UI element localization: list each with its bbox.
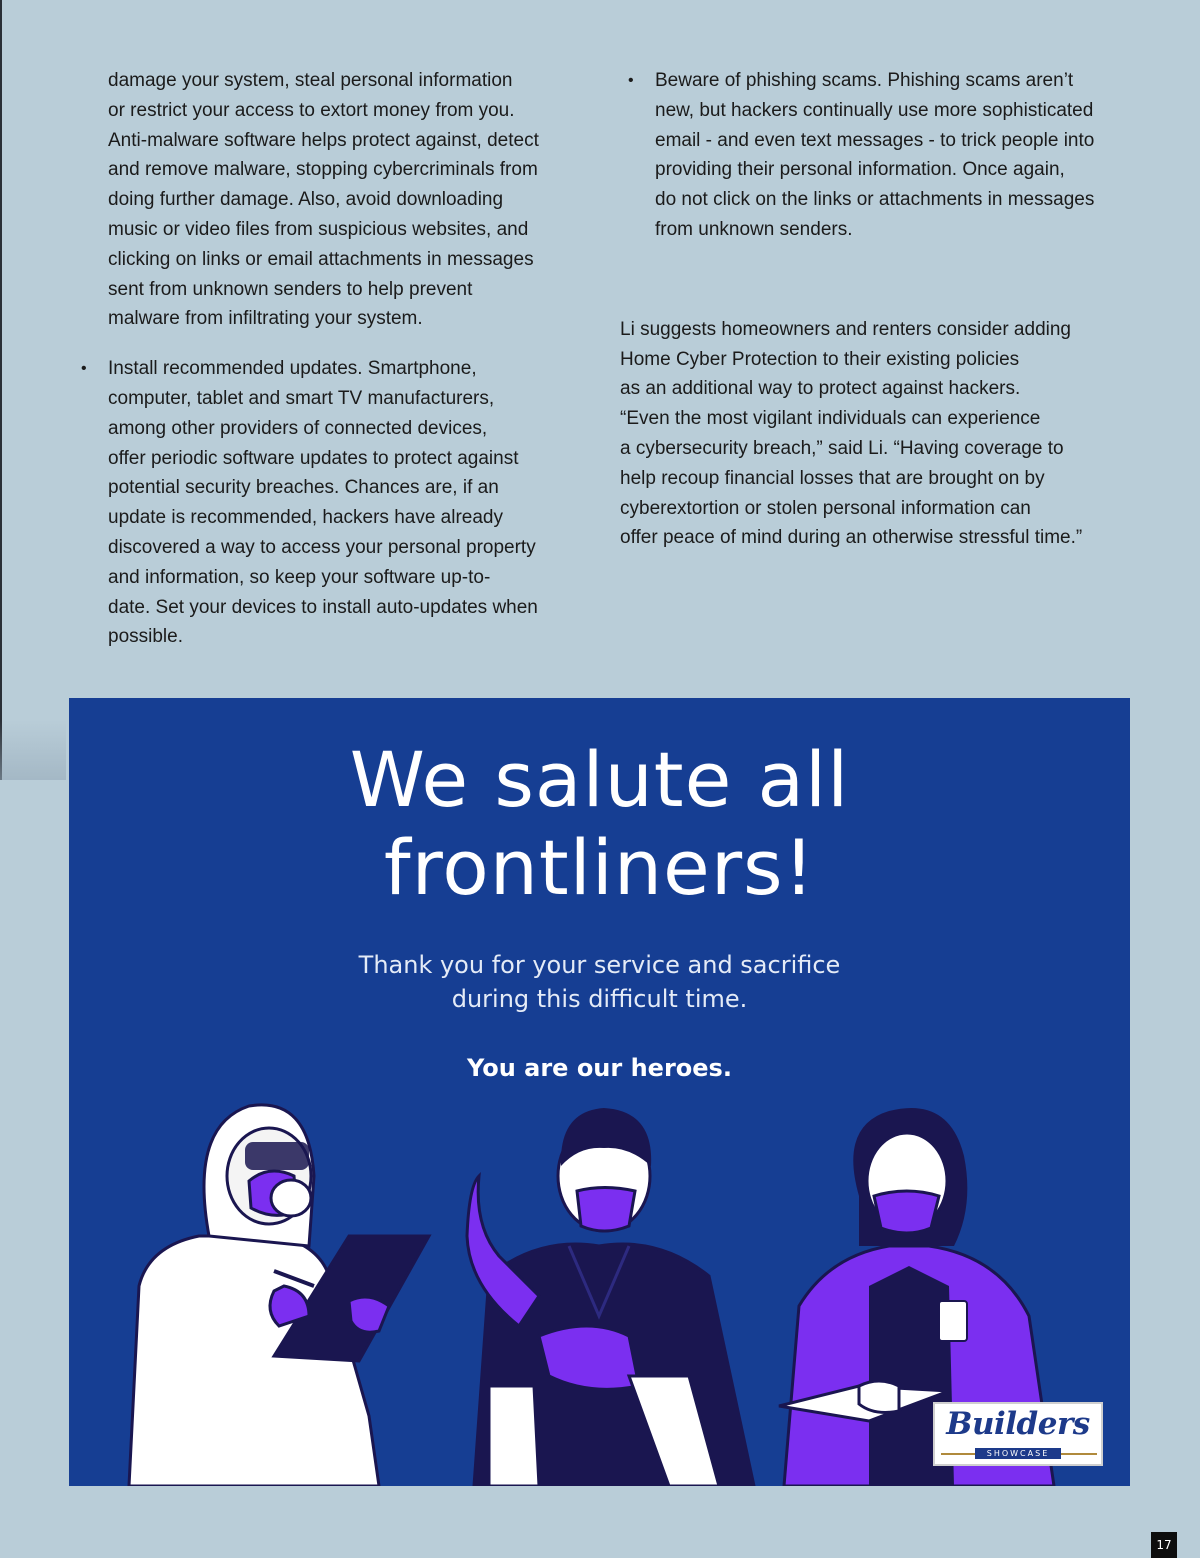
text-line: sent from unknown senders to help prevent: [108, 278, 473, 300]
text-line: providing their personal information. Once again,: [655, 159, 1065, 181]
text-line: possible.: [108, 626, 183, 648]
ad-subtitle-line: Thank you for your service and sacrifice: [358, 951, 841, 979]
text-line: offer periodic software updates to protect against: [108, 447, 519, 469]
text-line: do not click on the links or attachments in messages: [655, 189, 1095, 211]
text-line: computer, tablet and smart TV manufacturers,: [108, 387, 495, 409]
page-edge: [0, 0, 2, 780]
left-column: [81, 66, 598, 652]
text-line: email - and even text messages - to trick people into: [655, 129, 1095, 151]
text-line: Anti-malware software helps protect against, detect: [108, 129, 539, 151]
text-line: from unknown senders.: [655, 218, 853, 240]
text-line: Home Cyber Protection to their existing policies: [620, 348, 1020, 370]
text-line: or restrict your access to extort money from you.: [108, 99, 515, 121]
text-line: help recoup financial losses that are brought on by: [620, 467, 1045, 489]
ad-title-line: frontliners!: [383, 823, 816, 912]
logo-subtitle: SHOWCASE: [975, 1448, 1061, 1459]
hazmat-worker-figure: [129, 1105, 429, 1486]
right-column: [620, 66, 1150, 553]
text-line: and information, so keep your software up-to-: [108, 566, 491, 588]
bullet-marker: •: [628, 72, 634, 89]
text-line: damage your system, steal personal information: [108, 70, 513, 91]
frontliners-ad: [69, 698, 1130, 1486]
text-line: a cybersecurity breach,” said Li. “Having coverage to: [620, 437, 1064, 459]
text-line: and remove malware, stopping cybercriminals from: [108, 159, 538, 181]
ad-heroes-line: You are our heroes.: [467, 1054, 732, 1082]
ad-subtitle: [69, 948, 1130, 1016]
text-line: among other providers of connected devices,: [108, 417, 488, 439]
bullet-marker: •: [81, 360, 87, 378]
text-line: offer peace of mind during an otherwise stressful time.”: [620, 527, 1083, 549]
text-line: Li suggests homeowners and renters consider adding: [620, 318, 1071, 340]
text-line: Beware of phishing scams. Phishing scams aren’t: [655, 70, 1074, 91]
text-line: potential security breaches. Chances are, if an: [108, 477, 499, 499]
text-line: malware from infiltrating your system.: [108, 308, 423, 330]
text-line: date. Set your devices to install auto-updates when: [108, 596, 538, 618]
text-line: cyberextortion or stolen personal information can: [620, 497, 1031, 519]
text-line: as an additional way to protect against hackers.: [620, 378, 1021, 400]
li-quote-paragraph: [620, 315, 1150, 553]
text-line: discovered a way to access your personal property: [108, 536, 536, 558]
text-line: clicking on links or email attachments in messages: [108, 248, 534, 270]
text-line: doing further damage. Also, avoid downloading: [108, 189, 504, 211]
text-line: update is recommended, hackers have already: [108, 507, 504, 529]
text-line: music or video files from suspicious websites, and: [108, 218, 529, 240]
text-line: new, but hackers continually use more sophisticated: [655, 99, 1094, 121]
page-number: 17: [1151, 1532, 1177, 1558]
builders-showcase-logo: [933, 1402, 1103, 1466]
nurse-figure: [467, 1108, 754, 1486]
updates-bullet: [81, 354, 598, 652]
ad-title-line: We salute all: [349, 735, 850, 824]
phishing-bullet: [620, 66, 1150, 245]
ad-subtitle-line: during this difficult time.: [451, 985, 748, 1013]
page-edge-shadow: [0, 720, 66, 780]
malware-paragraph: [108, 66, 598, 334]
logo-wordmark: Builders: [946, 1406, 1090, 1442]
text-line: Install recommended updates. Smartphone,: [108, 358, 477, 380]
ad-title: [69, 736, 1130, 912]
text-line: “Even the most vigilant individuals can experience: [620, 408, 1041, 430]
